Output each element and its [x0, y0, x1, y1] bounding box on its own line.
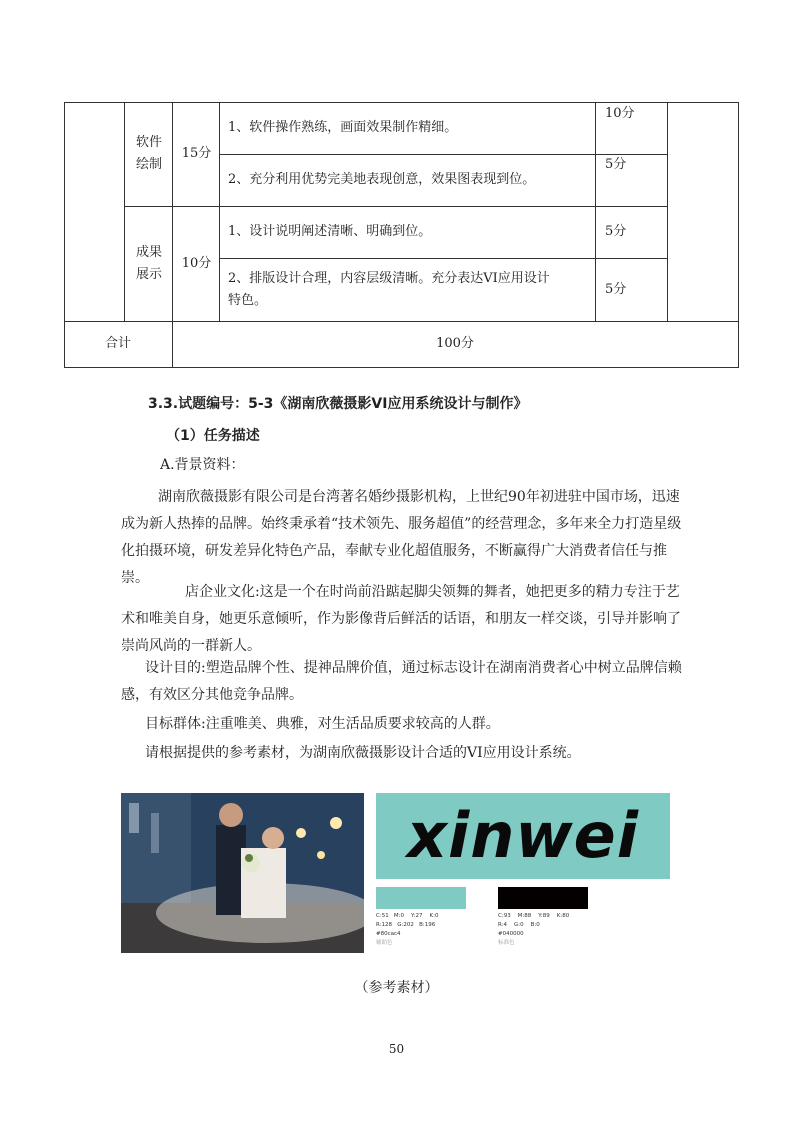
table-rule — [64, 102, 65, 368]
paragraph-audience: 目标群体:注重唯美、典雅，对生活品质要求较高的人群。 — [145, 716, 500, 732]
swatch-cmyk: C:93 M:88 Y:89 K:80 — [498, 913, 570, 919]
swatch-role: 标准色 — [498, 940, 515, 946]
paragraph-purpose: 设计目的:塑造品牌个性、提神品牌价值，通过标志设计在湖南消费者心中树立品牌信赖感，有效区分其他竞争品牌。 — [121, 660, 682, 703]
table-criteria-cell: 2、排版设计合理，内容层级清晰。充分表达VI应用设计 特色。 — [228, 271, 550, 308]
swatch-hex: #80cac4 — [376, 931, 401, 937]
table-criteria-cell: 1、软件操作熟练，画面效果制作精细。 — [228, 120, 458, 135]
swatch-hex: #040000 — [498, 931, 524, 937]
swatch-cmyk: C:51 M:0 Y:27 K:0 — [376, 913, 439, 919]
background-label: A.背景资料： — [160, 457, 245, 473]
section-title: 3.3.试题编号：5-3《湖南欣薇摄影VI应用系统设计与制作》 — [148, 396, 528, 412]
table-rule — [667, 102, 668, 321]
table-criteria-cell: 1、设计说明阐述清晰、明确到位。 — [228, 224, 432, 239]
table-points-cell: 5分 — [605, 157, 627, 172]
table-points-cell: 5分 — [605, 282, 627, 297]
paragraph-company: 湖南欣薇摄影有限公司是台湾著名婚纱摄影机构，上世纪90年初进驻中国市场，迅速成为新人热捧的品牌。始终秉承着“技术领先、服务超值”的经营理念，多年来全力打造星级化拍摄环境，研发差异化特色产品，奉献专业化超值服务，不断赢得广大消费者信任与推崇。 — [121, 489, 682, 586]
scoring-table — [64, 102, 739, 368]
wedding-photo — [121, 793, 364, 953]
color-swatch-auxiliary — [376, 887, 466, 909]
page-number: 50 — [388, 1042, 405, 1056]
table-item-cell: 成果 展示 — [135, 245, 162, 282]
table-rule — [124, 206, 667, 207]
table-rule — [64, 367, 739, 368]
subsection-title: （1）任务描述 — [166, 428, 260, 444]
table-rule — [219, 102, 220, 321]
swatch-rgb: R:128 G:202 B:196 — [376, 922, 436, 928]
swatch-rgb: R:4 G:0 B:0 — [498, 922, 540, 928]
table-criteria-cell: 2、充分利用优势完美地表现创意，效果图表现到位。 — [228, 172, 536, 187]
table-points-cell: 5分 — [605, 224, 627, 239]
table-score-cell: 15分 — [181, 146, 212, 161]
table-rule — [172, 102, 173, 368]
figure-caption: （参考素材） — [354, 980, 439, 996]
table-total-label: 合计 — [104, 336, 131, 351]
table-points-cell: 10分 — [605, 106, 635, 121]
xinwei-logo — [376, 793, 670, 879]
table-rule — [64, 321, 739, 322]
table-rule — [595, 102, 596, 321]
paragraph-culture: 店企业文化:这是一个在时尚前沿踮起脚尖领舞的舞者，她把更多的精力专注于艺术和唯美自身，她更乐意倾听，作为影像背后鲜活的话语，和朋友一样交谈，引导并影响了崇尚风尚的一群新人。 — [121, 584, 681, 654]
table-total-value: 100分 — [436, 336, 474, 351]
logo-text: xinwei — [407, 799, 639, 872]
table-score-cell: 10分 — [181, 256, 212, 271]
swatch-role: 辅助色 — [376, 940, 393, 946]
table-rule — [219, 154, 667, 155]
paragraph-instruction: 请根据提供的参考素材，为湖南欣薇摄影设计合适的VI应用设计系统。 — [145, 745, 581, 761]
table-rule — [738, 102, 739, 368]
table-rule — [124, 102, 125, 321]
table-item-cell: 软件 绘制 — [135, 135, 162, 172]
table-rule — [219, 258, 667, 259]
color-swatch-standard — [498, 887, 588, 909]
